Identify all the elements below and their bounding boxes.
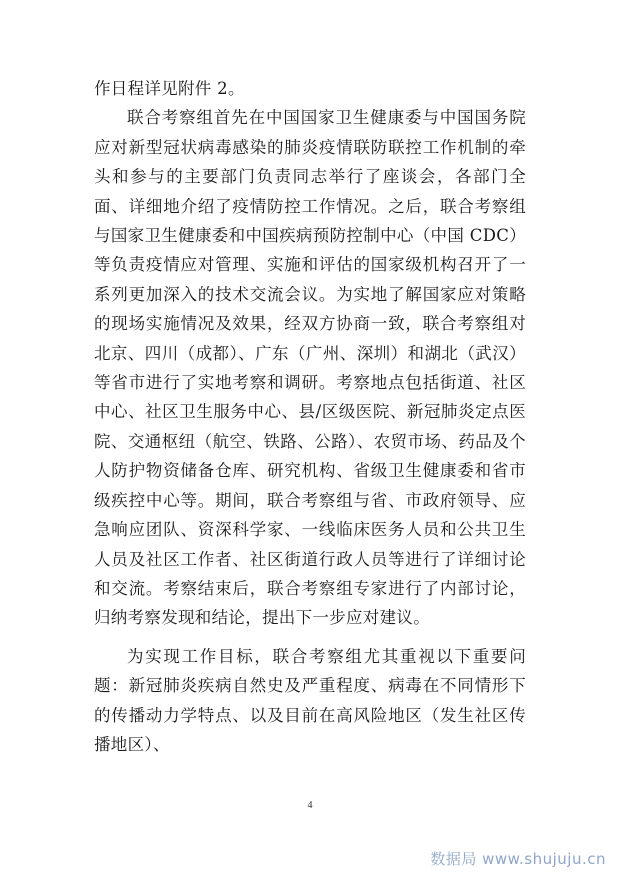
paragraph-continuation: 作日程详见附件 2。 — [94, 79, 245, 98]
paragraph-work-objectives: 为实现工作目标，联合考察组尤其重视以下重要问题：新冠肺炎疾病自然史及严重程度、病毒在不同情形下的传播动力学特点、以及目前在高风险地区（发生社区传播地区）、 — [94, 646, 526, 754]
body-text — [94, 74, 526, 759]
watermark: 数据局 www.shujuju.cn — [430, 850, 606, 868]
page-number: 4 — [307, 800, 313, 811]
paragraph-inspection-process: 联合考察组首先在中国国家卫生健康委与中国国务院应对新型冠状病毒感染的肺炎疫情联防联控工作机制的牵头和参与的主要部门负责同志举行了座谈会，各部门全面、详细地介绍了疫情防控工作情况。之后，联合考察组与国家卫生健康委和中国疾病预防控制中心（中国 CDC）等负责疫情应对管理、实施和评估的国家级机构召开了一系列更加深入的技术交流会议。为实地了解国家应对策略的现场实施情况及效果，经双方协商一致，联合考察组对北京、四川（成都）、广东（广州、深圳）和湖北（武汉）等省市进行了实地考察和调研。考察地点包括街道、社区中心、社区卫生服务中心、县/区级医院、新冠肺炎定点医院、交通枢纽（航空、铁路、公路）、农贸市场、药品及个人防护物资储备仓库、研究机构、省级卫生健康委和省市级疾控中心等。期间，联合考察组与省、市政府领导、应急响应团队、资深科学家、一线临床医务人员和公共卫生人员及社区工作者、社区街道行政人员等进行了详细讨论和交流。考察结束后，联合考察组专家进行了内部讨论，归纳考察发现和结论，提出下一步应对建议。 — [94, 108, 526, 628]
